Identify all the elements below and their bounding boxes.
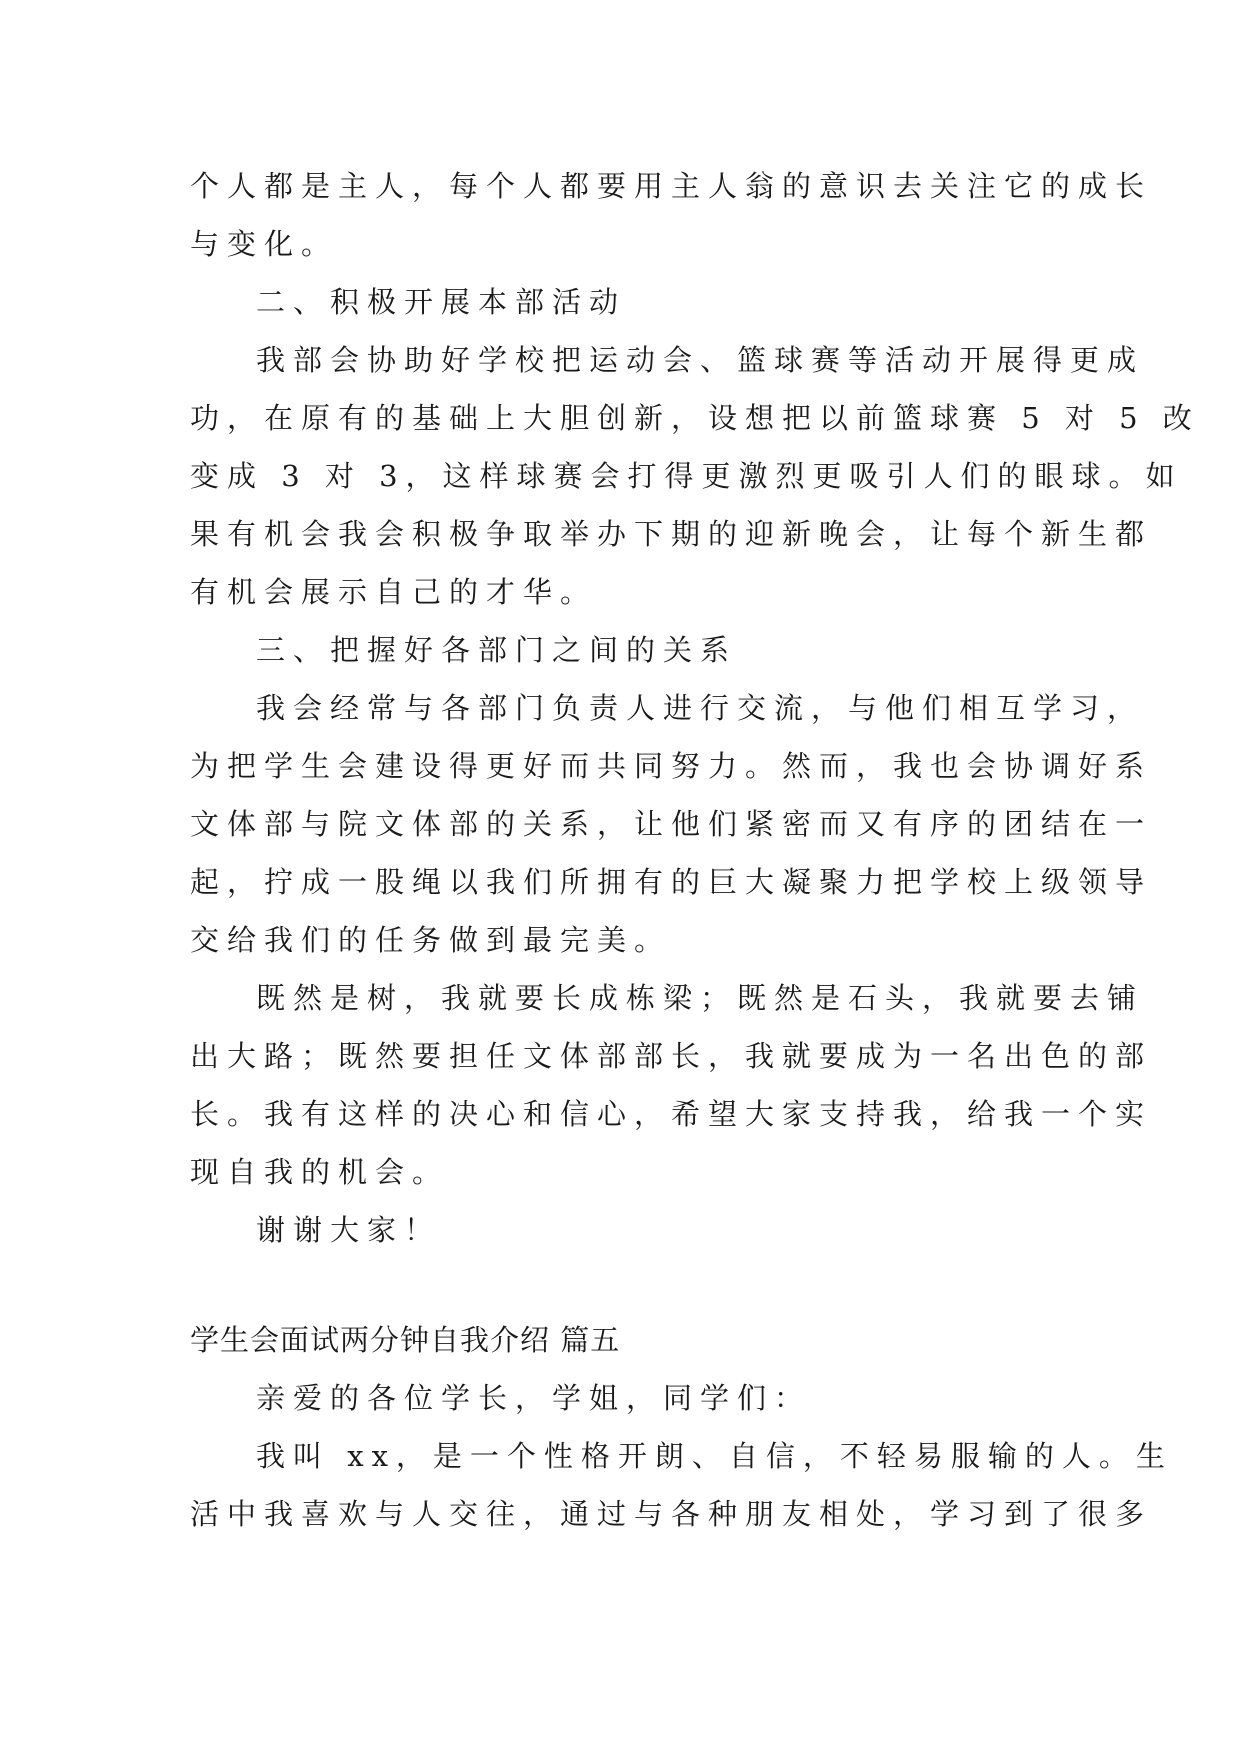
text-line: 个人都是主人，每个人都要用主人翁的意识去关注它的成长 [190,169,1153,203]
text-line: 功，在原有的基础上大胆创新，设想把以前篮球赛 5 对 5 改 [190,401,1200,435]
text-line: 现自我的机会。 [190,1155,450,1189]
text-line: 交给我们的任务做到最完美。 [190,923,672,957]
text-line: 亲爱的各位学长，学姐，同学们： [256,1381,812,1415]
text-line: 为把学生会建设得更好而共同努力。然而，我也会协调好系 [190,749,1153,783]
text-line: 果有机会我会积极争取举办下期的迎新晚会，让每个新生都 [190,517,1153,551]
section-heading: 三、把握好各部门之间的关系 [256,633,738,667]
text-line: 既然是树，我就要长成栋梁；既然是石头，我就要去铺 [256,981,1145,1015]
text-line: 我叫 xx，是一个性格开朗、自信，不轻易服输的人。生 [256,1439,1173,1473]
text-line: 活中我喜欢与人交往，通过与各种朋友相处，学习到了很多 [190,1497,1153,1531]
article-title: 学生会面试两分钟自我介绍 篇五 [190,1323,621,1357]
text-line: 我部会协助好学校把运动会、篮球赛等活动开展得更成 [256,343,1145,377]
text-line: 起，拧成一股绳以我们所拥有的巨大凝聚力把学校上级领导 [190,865,1153,899]
text-line: 与变化。 [190,227,339,261]
text-line: 有机会展示自己的才华。 [190,575,598,609]
text-line: 长。我有这样的决心和信心，希望大家支持我，给我一个实 [190,1097,1153,1131]
text-line: 我会经常与各部门负责人进行交流，与他们相互学习， [256,691,1145,725]
text-line: 谢谢大家！ [256,1213,442,1247]
text-line: 出大路；既然要担任文体部部长，我就要成为一名出色的部 [190,1039,1153,1073]
text-line: 文体部与院文体部的关系，让他们紧密而又有序的团结在一 [190,807,1153,841]
section-heading: 二、积极开展本部活动 [256,285,627,319]
text-line: 变成 3 对 3，这样球赛会打得更激烈更吸引人们的眼球。如 [190,459,1183,493]
